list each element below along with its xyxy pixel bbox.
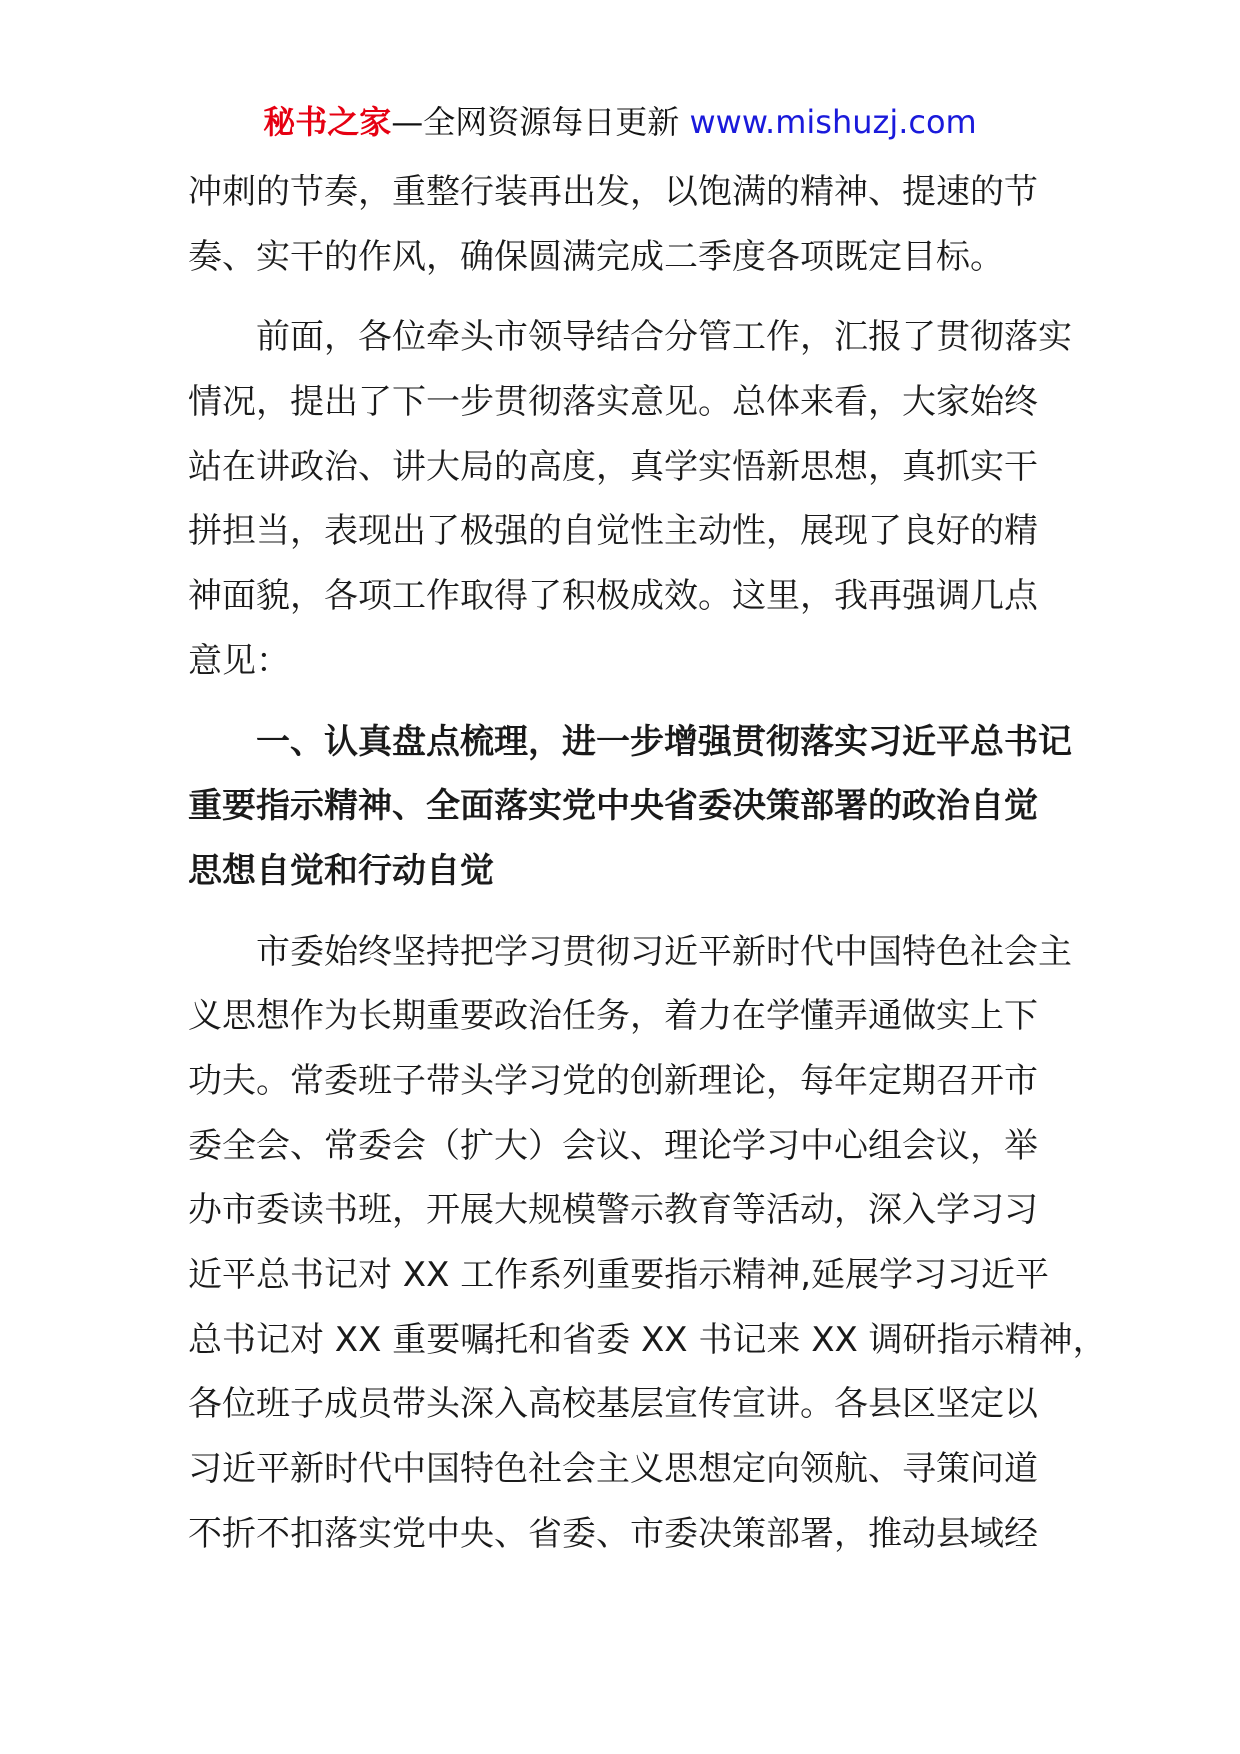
text-line: 前面，各位牵头市领导结合分管工作，汇报了贯彻落实 xyxy=(188,317,1072,358)
section-heading xyxy=(188,710,1072,904)
text-line: 近平总书记对 XX 工作系列重要指示精神,延展学习习近平 xyxy=(188,1255,1050,1295)
text-line: 情况，提出了下一步贯彻落实意见。总体来看，大家始终 xyxy=(188,382,1038,423)
text-line: 意见： xyxy=(188,640,290,681)
document-body xyxy=(188,160,1107,1566)
text-line: 委全会、常委会（扩大）会议、理论学习中心组会议，举 xyxy=(188,1125,1038,1166)
text-line: 功夫。常委班子带头学习党的创新理论，每年定期召开市 xyxy=(188,1060,1038,1101)
header-brand: 秘书之家 xyxy=(263,103,392,141)
text-line: 冲刺的节奏，重整行装再出发，以饱满的精神、提速的节 xyxy=(188,172,1038,212)
text-line: 拼担当，表现出了极强的自觉性主动性，展现了良好的精 xyxy=(188,511,1038,552)
body-paragraph xyxy=(188,160,1052,289)
text-line: 总书记对 XX 重要嘱托和省委 XX 书记来 XX 调研指示精神， xyxy=(188,1319,1107,1360)
header-site-link[interactable]: www.mishuzj.com xyxy=(689,103,977,141)
page-header xyxy=(0,100,1240,144)
text-line: 站在讲政治、讲大局的高度，真学实悟新思想，真抓实干 xyxy=(188,446,1038,487)
text-line: 习近平新时代中国特色社会主义思想定向领航、寻策问道 xyxy=(188,1449,1038,1490)
text-line: 重要指示精神、全面落实党中央省委决策部署的政治自觉 xyxy=(188,786,1038,827)
text-line: 市委始终坚持把学习贯彻习近平新时代中国特色社会主 xyxy=(188,931,1072,972)
text-line: 义思想作为长期重要政治任务，着力在学懂弄通做实上下 xyxy=(188,996,1038,1037)
text-line: 一、认真盘点梳理，进一步增强贯彻落实习近平总书记 xyxy=(188,721,1072,762)
text-line: 神面貌，各项工作取得了积极成效。这里，我再强调几点 xyxy=(188,576,1038,617)
text-line: 各位班子成员带头深入高校基层宣传宣讲。各县区坚定以 xyxy=(188,1384,1038,1425)
paragraph-gap xyxy=(188,904,1052,920)
paragraph-gap xyxy=(188,694,1052,710)
text-line: 奏、实干的作风，确保圆满完成二季度各项既定目标。 xyxy=(188,236,1004,277)
body-paragraph xyxy=(188,305,1072,693)
text-line: 不折不扣落实党中央、省委、市委决策部署，推动县域经 xyxy=(188,1513,1038,1554)
body-paragraph xyxy=(188,920,1107,1567)
text-line: 办市委读书班，开展大规模警示教育等活动，深入学习习 xyxy=(188,1190,1038,1231)
header-slogan: —全网资源每日更新 xyxy=(391,103,680,141)
text-line: 思想自觉和行动自觉 xyxy=(188,850,494,891)
paragraph-gap xyxy=(188,289,1052,305)
